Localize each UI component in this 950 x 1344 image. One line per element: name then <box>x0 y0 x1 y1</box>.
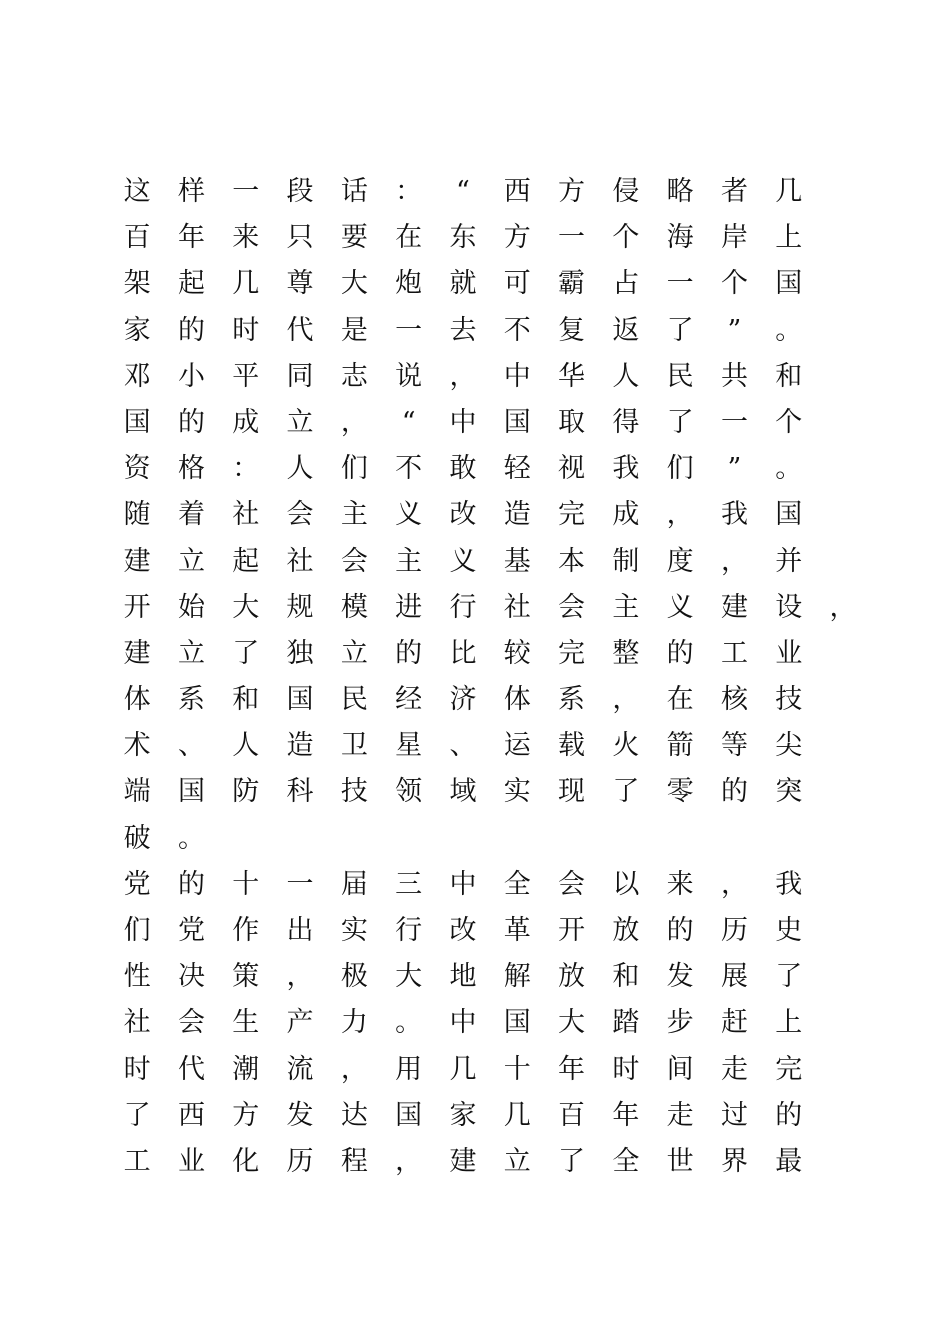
text-character: 开 <box>123 591 151 623</box>
text-character: 走 <box>720 1053 748 1085</box>
text-character: 段 <box>286 176 314 207</box>
text-character: 度 <box>666 545 694 577</box>
text-character: 防 <box>232 776 260 808</box>
text-character: 的 <box>177 868 205 900</box>
text-character: 几 <box>775 176 803 207</box>
text-character: 平 <box>232 360 260 392</box>
text-line <box>110 1000 870 1046</box>
text-character: 步 <box>666 1007 694 1039</box>
text-character: 几 <box>449 1053 477 1085</box>
text-character: 在 <box>666 684 694 716</box>
text-character: 十 <box>232 868 260 900</box>
text-character: 和 <box>232 684 260 716</box>
text-character: 的 <box>177 314 205 346</box>
text-character: 随 <box>123 499 151 531</box>
text-character: 了 <box>666 406 694 438</box>
text-character: ， <box>829 591 857 623</box>
text-character: 基 <box>503 545 531 577</box>
text-character: 岸 <box>720 222 748 254</box>
text-character: ， <box>666 499 694 531</box>
text-character: 历 <box>286 1145 314 1177</box>
text-character: 工 <box>720 637 748 669</box>
text-character: 立 <box>503 1145 531 1177</box>
text-line <box>110 631 870 677</box>
text-character: 系 <box>177 684 205 716</box>
text-character: 中 <box>503 360 531 392</box>
text-character: 一 <box>232 176 260 207</box>
text-character: 国 <box>395 1099 423 1131</box>
text-character: 零 <box>666 776 694 808</box>
text-line <box>110 723 870 769</box>
text-character: 成 <box>612 499 640 531</box>
text-character: 产 <box>286 1007 314 1039</box>
text-character: 年 <box>558 1053 586 1085</box>
text-line <box>110 492 870 538</box>
text-character: 代 <box>286 314 314 346</box>
text-character: 经 <box>395 684 423 716</box>
text-character: 力 <box>340 1007 368 1039</box>
text-character: 。 <box>775 453 803 485</box>
text-character: 不 <box>395 453 423 485</box>
text-character: 邓 <box>123 360 151 392</box>
text-line <box>110 862 870 908</box>
text-character: ， <box>720 868 748 900</box>
text-character: 说 <box>395 360 423 392</box>
text-character: 来 <box>666 868 694 900</box>
text-character: 炮 <box>395 268 423 300</box>
text-line <box>110 215 870 261</box>
text-character: 东 <box>449 222 477 254</box>
text-character: 民 <box>666 360 694 392</box>
text-character: 格 <box>177 453 205 485</box>
text-character: 建 <box>720 591 748 623</box>
text-character: 海 <box>666 222 694 254</box>
text-character: 立 <box>177 637 205 669</box>
text-character: 共 <box>720 360 748 392</box>
text-character: 规 <box>286 591 314 623</box>
text-character: 几 <box>232 268 260 300</box>
text-character: 党 <box>177 915 205 946</box>
text-character: 是 <box>340 314 368 346</box>
text-character: 箭 <box>666 730 694 762</box>
text-character: 得 <box>612 406 640 438</box>
text-character: 来 <box>232 222 260 254</box>
text-character: 间 <box>666 1053 694 1085</box>
text-character: 届 <box>340 868 368 900</box>
text-line <box>110 769 870 815</box>
text-line <box>110 908 870 954</box>
text-character: 霸 <box>558 268 586 300</box>
text-character: 立 <box>340 637 368 669</box>
text-character: 在 <box>395 222 423 254</box>
text-character: 的 <box>395 637 423 669</box>
text-character: 方 <box>503 222 531 254</box>
text-character: 去 <box>449 314 477 346</box>
text-character: 造 <box>503 499 531 531</box>
text-character: 星 <box>395 730 423 762</box>
text-character: 制 <box>612 545 640 577</box>
text-character: 大 <box>395 961 423 993</box>
text-character: 们 <box>666 453 694 485</box>
text-character: 时 <box>123 1053 151 1085</box>
text-character: 取 <box>558 406 586 438</box>
text-character: 放 <box>612 915 640 946</box>
text-character: 人 <box>612 360 640 392</box>
text-character: 个 <box>775 406 803 438</box>
text-character: 的 <box>666 915 694 946</box>
text-character: 西 <box>503 176 531 207</box>
text-character: 样 <box>177 176 205 207</box>
text-character: 界 <box>720 1145 748 1177</box>
text-character: 国 <box>286 684 314 716</box>
text-line <box>110 308 870 354</box>
text-character: 方 <box>232 1099 260 1131</box>
text-character: ， <box>340 1053 368 1085</box>
text-character: ， <box>720 545 748 577</box>
text-character: 并 <box>775 545 803 577</box>
text-character: 个 <box>720 268 748 300</box>
text-character: 火 <box>612 730 640 762</box>
text-character: 实 <box>503 776 531 808</box>
text-character: 潮 <box>232 1053 260 1085</box>
text-character: 行 <box>449 591 477 623</box>
text-character: 上 <box>775 1007 803 1039</box>
text-character: 资 <box>123 453 151 485</box>
text-character: ： <box>232 453 260 485</box>
text-character: 踏 <box>612 1007 640 1039</box>
text-character: 革 <box>503 915 531 946</box>
text-character: 中 <box>449 868 477 900</box>
text-character: 国 <box>775 499 803 531</box>
text-character: 几 <box>503 1099 531 1131</box>
text-line <box>110 539 870 585</box>
text-character: 开 <box>558 915 586 946</box>
text-character: 的 <box>177 406 205 438</box>
text-character: 不 <box>503 314 531 346</box>
text-character: 大 <box>232 591 260 623</box>
text-character: 突 <box>775 776 803 808</box>
text-character: 业 <box>775 637 803 669</box>
text-character: 一 <box>558 222 586 254</box>
text-character: 们 <box>340 453 368 485</box>
text-character: 中 <box>449 406 477 438</box>
text-line <box>110 354 870 400</box>
text-character: 会 <box>286 499 314 531</box>
text-character: 发 <box>286 1099 314 1131</box>
text-character: 全 <box>612 1145 640 1177</box>
text-line <box>110 261 870 307</box>
text-character: 中 <box>449 1007 477 1039</box>
text-character: 尊 <box>286 268 314 300</box>
text-character: 义 <box>449 545 477 577</box>
text-character: ” <box>727 314 742 346</box>
text-character: ， <box>340 406 368 438</box>
text-line <box>110 169 870 215</box>
text-character: 家 <box>449 1099 477 1131</box>
text-character: 端 <box>123 776 151 808</box>
text-character: 程 <box>340 1145 368 1177</box>
text-character: 国 <box>177 776 205 808</box>
text-character: 过 <box>720 1099 748 1131</box>
text-character: 世 <box>666 1145 694 1177</box>
text-character: 建 <box>123 637 151 669</box>
text-character: 最 <box>775 1145 803 1177</box>
text-character: 轻 <box>503 453 531 485</box>
text-character: 架 <box>123 268 151 300</box>
text-character: 会 <box>558 591 586 623</box>
text-character: 略 <box>666 176 694 207</box>
text-character: 我 <box>775 868 803 900</box>
text-character: 模 <box>340 591 368 623</box>
text-character: 代 <box>177 1053 205 1085</box>
text-character: ， <box>449 360 477 392</box>
text-character: 家 <box>123 314 151 346</box>
text-character: 建 <box>449 1145 477 1177</box>
text-character: 的 <box>775 1099 803 1131</box>
text-line <box>110 677 870 723</box>
text-line <box>110 816 870 862</box>
text-character: 了 <box>612 776 640 808</box>
text-character: 独 <box>286 637 314 669</box>
text-line <box>110 954 870 1000</box>
text-character: 系 <box>558 684 586 716</box>
text-character: 本 <box>558 545 586 577</box>
text-character: 同 <box>286 360 314 392</box>
text-character: 科 <box>286 776 314 808</box>
text-character: 立 <box>177 545 205 577</box>
text-character: 比 <box>449 637 477 669</box>
text-character: 这 <box>123 176 151 207</box>
text-character: 整 <box>612 637 640 669</box>
text-character: 时 <box>232 314 260 346</box>
text-character: ” <box>727 453 742 485</box>
text-character: 个 <box>612 222 640 254</box>
text-character: 化 <box>232 1145 260 1177</box>
text-character: 会 <box>340 545 368 577</box>
text-character: 改 <box>449 915 477 946</box>
text-character: 了 <box>232 637 260 669</box>
text-character: 一 <box>395 314 423 346</box>
text-character: 域 <box>449 776 477 808</box>
text-character: 史 <box>775 915 803 946</box>
text-character: 我 <box>720 499 748 531</box>
text-line <box>110 1047 870 1093</box>
text-line <box>110 1093 870 1139</box>
text-character: 国 <box>503 406 531 438</box>
text-character: “ <box>456 176 470 207</box>
text-character: 等 <box>720 730 748 762</box>
text-character: 较 <box>503 637 531 669</box>
text-character: 年 <box>177 222 205 254</box>
text-character: 只 <box>286 222 314 254</box>
text-character: 要 <box>340 222 368 254</box>
text-character: 十 <box>503 1053 531 1085</box>
text-character: 国 <box>123 406 151 438</box>
text-character: 业 <box>177 1145 205 1177</box>
text-character: 国 <box>503 1007 531 1039</box>
text-character: 者 <box>720 176 748 207</box>
text-character: 卫 <box>340 730 368 762</box>
text-character: 会 <box>177 1007 205 1039</box>
text-character: 敢 <box>449 453 477 485</box>
text-character: 占 <box>612 268 640 300</box>
text-character: 上 <box>775 222 803 254</box>
text-character: 的 <box>666 637 694 669</box>
text-character: 。 <box>177 822 205 854</box>
text-character: 技 <box>340 776 368 808</box>
text-character: 始 <box>177 591 205 623</box>
text-character: 时 <box>612 1053 640 1085</box>
text-character: 西 <box>177 1099 205 1131</box>
text-character: 。 <box>395 1007 423 1039</box>
text-character: 立 <box>286 406 314 438</box>
text-character: 生 <box>232 1007 260 1039</box>
text-character: 义 <box>395 499 423 531</box>
text-character: 的 <box>720 776 748 808</box>
text-character: 完 <box>558 499 586 531</box>
text-character: 全 <box>503 868 531 900</box>
text-character: 了 <box>666 314 694 346</box>
text-character: 我 <box>612 453 640 485</box>
text-character: 民 <box>340 684 368 716</box>
text-character: 造 <box>286 730 314 762</box>
text-line <box>110 585 870 631</box>
text-character: 视 <box>558 453 586 485</box>
text-character: 工 <box>123 1145 151 1177</box>
text-character: 载 <box>558 730 586 762</box>
text-character: 义 <box>666 591 694 623</box>
text-character: 话 <box>340 176 368 207</box>
text-character: 破 <box>123 822 151 854</box>
text-character: 走 <box>666 1099 694 1131</box>
text-character: 年 <box>612 1099 640 1131</box>
text-character: 方 <box>558 176 586 207</box>
text-character: 一 <box>720 406 748 438</box>
text-character: 性 <box>123 961 151 993</box>
text-character: 社 <box>503 591 531 623</box>
text-character: 体 <box>123 684 151 716</box>
text-character: 百 <box>123 222 151 254</box>
text-character: 极 <box>340 961 368 993</box>
text-character: 进 <box>395 591 423 623</box>
text-character: 出 <box>286 915 314 946</box>
text-character: 社 <box>232 499 260 531</box>
text-character: 起 <box>232 545 260 577</box>
text-character: 展 <box>720 961 748 993</box>
text-character: 大 <box>558 1007 586 1039</box>
text-character: 领 <box>395 776 423 808</box>
text-character: 建 <box>123 545 151 577</box>
text-character: 们 <box>123 915 151 946</box>
text-character: ， <box>395 1145 423 1177</box>
text-character: 返 <box>612 314 640 346</box>
text-character: 、 <box>449 730 477 762</box>
text-character: 尖 <box>775 730 803 762</box>
text-character: 了 <box>775 961 803 993</box>
text-character: 社 <box>123 1007 151 1039</box>
text-character: 着 <box>177 499 205 531</box>
text-character: 运 <box>503 730 531 762</box>
text-character: 设 <box>775 591 803 623</box>
text-line <box>110 1139 870 1185</box>
text-line <box>110 446 870 492</box>
body-text <box>110 169 870 1185</box>
text-character: 和 <box>775 360 803 392</box>
text-character: 了 <box>558 1145 586 1177</box>
text-character: 决 <box>177 961 205 993</box>
text-character: 行 <box>395 915 423 946</box>
text-character: 小 <box>177 360 205 392</box>
text-character: 了 <box>123 1099 151 1131</box>
text-character: “ <box>401 406 416 438</box>
text-character: 人 <box>286 453 314 485</box>
text-character: 放 <box>558 961 586 993</box>
text-character: ： <box>395 176 423 207</box>
text-character: 技 <box>775 684 803 716</box>
text-character: 侵 <box>612 176 640 207</box>
text-character: 主 <box>340 499 368 531</box>
text-character: 济 <box>449 684 477 716</box>
text-character: 改 <box>449 499 477 531</box>
text-character: 一 <box>286 868 314 900</box>
text-character: 成 <box>232 406 260 438</box>
text-character: 起 <box>177 268 205 300</box>
text-character: 志 <box>340 360 368 392</box>
text-character: 百 <box>558 1099 586 1131</box>
text-character: 术 <box>123 730 151 762</box>
text-character: 流 <box>286 1053 314 1085</box>
text-character: 达 <box>340 1099 368 1131</box>
text-character: 就 <box>449 268 477 300</box>
text-character: 体 <box>503 684 531 716</box>
text-character: 核 <box>720 684 748 716</box>
text-character: 解 <box>503 961 531 993</box>
text-line <box>110 400 870 446</box>
text-character: 社 <box>286 545 314 577</box>
text-character: 、 <box>177 730 205 762</box>
text-character: ， <box>286 961 314 993</box>
text-character: 完 <box>558 637 586 669</box>
text-character: ， <box>612 684 640 716</box>
text-character: 以 <box>612 868 640 900</box>
text-character: 发 <box>666 961 694 993</box>
text-character: 地 <box>449 961 477 993</box>
text-character: 完 <box>775 1053 803 1085</box>
text-character: 赶 <box>720 1007 748 1039</box>
text-character: 大 <box>340 268 368 300</box>
text-character: 人 <box>232 730 260 762</box>
text-character: 用 <box>395 1053 423 1085</box>
text-character: 主 <box>612 591 640 623</box>
text-character: 国 <box>775 268 803 300</box>
text-character: 实 <box>340 915 368 946</box>
text-character: 历 <box>720 915 748 946</box>
text-character: 策 <box>232 961 260 993</box>
text-character: 现 <box>558 776 586 808</box>
text-character: 党 <box>123 868 151 900</box>
text-character: 复 <box>558 314 586 346</box>
text-character: 一 <box>666 268 694 300</box>
text-character: 华 <box>558 360 586 392</box>
text-character: 可 <box>503 268 531 300</box>
text-character: 作 <box>232 915 260 946</box>
text-character: 三 <box>395 868 423 900</box>
text-character: 和 <box>612 961 640 993</box>
text-character: 。 <box>775 314 803 346</box>
text-character: 主 <box>395 545 423 577</box>
text-character: 会 <box>558 868 586 900</box>
